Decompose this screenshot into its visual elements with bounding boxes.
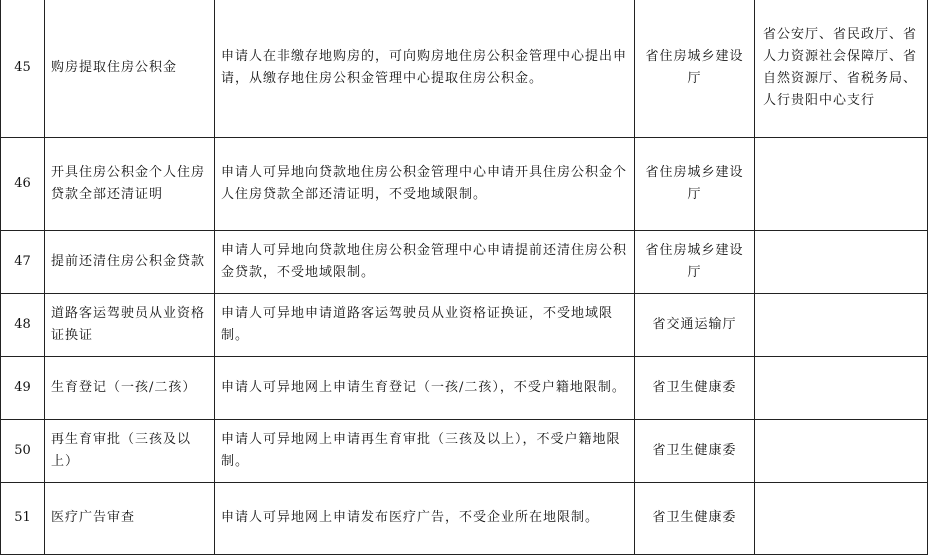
lead-department: 省交通运输厅 — [635, 293, 755, 356]
item-name: 生育登记（一孩/二孩） — [45, 356, 215, 419]
item-description: 申请人可异地网上申请生育登记（一孩/二孩），不受户籍地限制。 — [215, 356, 635, 419]
item-description: 申请人在非缴存地购房的，可向购房地住房公积金管理中心提出申请，从缴存地住房公积金管理中心提取住房公积金。 — [215, 0, 635, 137]
table-row — [1, 0, 928, 137]
item-name: 提前还清住房公积金贷款 — [45, 230, 215, 293]
item-description: 申请人可异地网上申请再生育审批（三孩及以上），不受户籍地限制。 — [215, 419, 635, 482]
item-description: 申请人可异地向贷款地住房公积金管理中心申请提前还清住房公积金贷款，不受地域限制。 — [215, 230, 635, 293]
lead-department: 省卫生健康委 — [635, 356, 755, 419]
cooperating-departments — [755, 356, 928, 419]
row-number: 51 — [1, 482, 45, 554]
lead-department: 省住房城乡建设厅 — [635, 0, 755, 137]
table-row — [1, 419, 928, 482]
table-row — [1, 482, 928, 554]
item-description: 申请人可异地申请道路客运驾驶员从业资格证换证，不受地域限制。 — [215, 293, 635, 356]
lead-department: 省住房城乡建设厅 — [635, 137, 755, 230]
item-description: 申请人可异地网上申请发布医疗广告，不受企业所在地限制。 — [215, 482, 635, 554]
item-name: 医疗广告审查 — [45, 482, 215, 554]
item-description: 申请人可异地向贷款地住房公积金管理中心申请开具住房公积金个人住房贷款全部还清证明，不受地域限制。 — [215, 137, 635, 230]
lead-department: 省卫生健康委 — [635, 482, 755, 554]
row-number: 48 — [1, 293, 45, 356]
row-number: 45 — [1, 0, 45, 137]
item-name: 开具住房公积金个人住房贷款全部还清证明 — [45, 137, 215, 230]
table-row — [1, 137, 928, 230]
row-number: 46 — [1, 137, 45, 230]
lead-department: 省卫生健康委 — [635, 419, 755, 482]
cooperating-departments — [755, 419, 928, 482]
row-number: 47 — [1, 230, 45, 293]
cooperating-departments — [755, 230, 928, 293]
cooperating-departments — [755, 482, 928, 554]
item-name: 再生育审批（三孩及以上） — [45, 419, 215, 482]
cooperating-departments — [755, 137, 928, 230]
table-row — [1, 356, 928, 419]
item-name: 购房提取住房公积金 — [45, 0, 215, 137]
lead-department: 省住房城乡建设厅 — [635, 230, 755, 293]
item-name: 道路客运驾驶员从业资格证换证 — [45, 293, 215, 356]
row-number: 50 — [1, 419, 45, 482]
table-row — [1, 230, 928, 293]
cooperating-departments — [755, 293, 928, 356]
row-number: 49 — [1, 356, 45, 419]
table-row — [1, 293, 928, 356]
cooperating-departments: 省公安厅、省民政厅、省人力资源社会保障厅、省自然资源厅、省税务局、人行贵阳中心支行 — [755, 0, 928, 137]
